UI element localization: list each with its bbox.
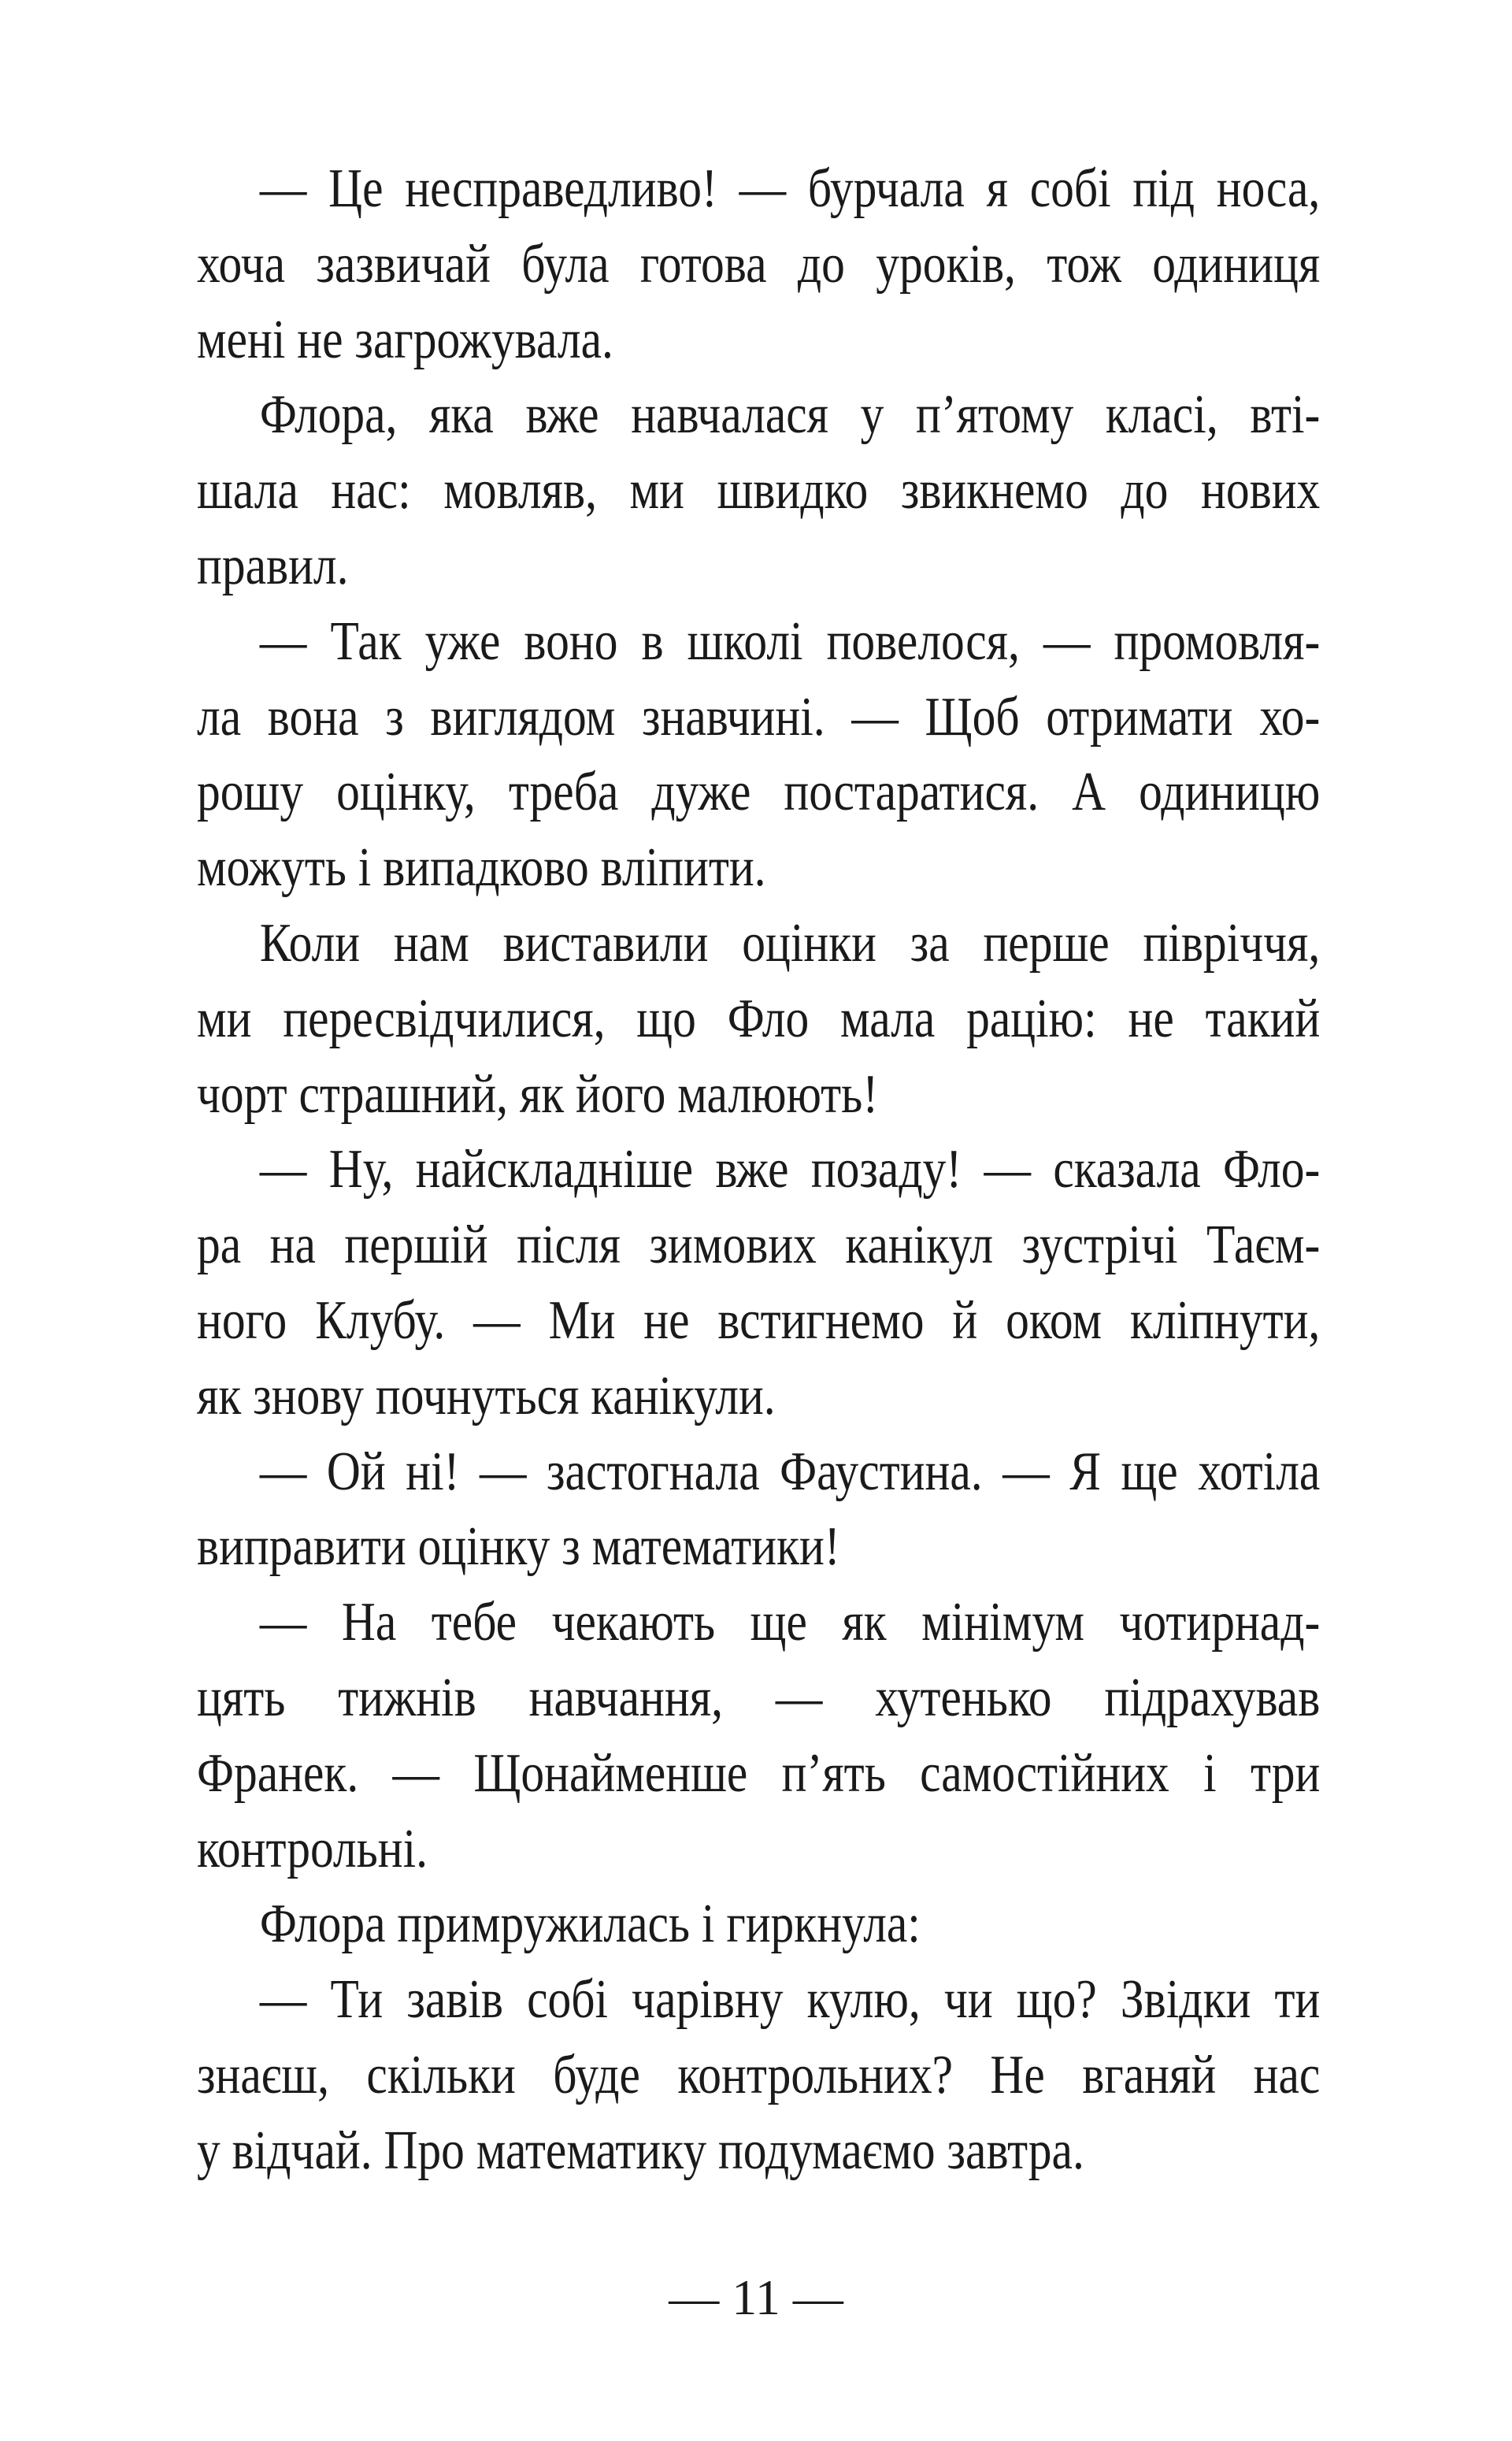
text-line: як знову почнуться канікули. [197, 1365, 776, 1426]
text-line: — Ой ні! — застогнала Фаустина. — Я ще хотіла [259, 1441, 1321, 1502]
text-line: хоча зазвичай була готова до уроків, тож одиниця [197, 233, 1321, 295]
text-line: виправити оцінку з математики! [197, 1516, 840, 1578]
page-number: — 11 — [669, 2269, 843, 2325]
text-line: ми пересвідчилися, що Фло мала рацію: не такий [197, 988, 1321, 1049]
text-line: ла вона з виглядом знавчині. — Щоб отримати хо- [197, 686, 1321, 748]
text-line: знаєш, скільки буде контрольних? Не вганяй нас [197, 2044, 1321, 2105]
text-line: Флора, яка вже навчалася у п’ятому класі, вті- [259, 384, 1321, 446]
text-line: у відчай. Про математику подумаємо завтра. [197, 2120, 1084, 2181]
text-line: — Це несправедливо! — бурчала я собі під носа, [259, 158, 1321, 219]
text-line: чорт страшний, як його малюють! [197, 1063, 879, 1125]
text-line: цять тижнів навчання, — хутенько підрахував [197, 1667, 1321, 1728]
text-line: можуть і випадково вліпити. [197, 837, 766, 899]
text-line: мені не загрожувала. [197, 309, 613, 370]
body-text [197, 151, 1320, 2189]
text-line: Коли нам виставили оцінки за перше півріччя, [259, 912, 1321, 974]
text-line: правил. [197, 535, 349, 596]
text-line: Франек. — Щонайменше п’ять самостійних і три [197, 1742, 1321, 1804]
text-line: — Ти завів собі чарівну кулю, чи що? Звідки ти [259, 1969, 1321, 2031]
text-line: — Так уже воно в школі повелося, — промовля- [259, 610, 1321, 672]
text-line: рошу оцінку, треба дуже постаратися. А одиницю [197, 762, 1321, 823]
text-line: — На тебе чекають ще як мінімум чотирнад- [259, 1592, 1321, 1653]
text-line: — Ну, найскладніше вже позаду! — сказала Фло- [259, 1139, 1321, 1200]
text-line: Флора примружилась і гиркнула: [259, 1894, 921, 1955]
text-line: ра на першій після зимових канікул зустрічі Таєм- [197, 1215, 1321, 1276]
text-line: контрольні. [197, 1818, 428, 1879]
text-line: шала нас: мовляв, ми швидко звикнемо до нових [197, 460, 1321, 521]
text-line: ного Клубу. — Ми не встигнемо й оком кліпнути, [197, 1289, 1321, 1351]
